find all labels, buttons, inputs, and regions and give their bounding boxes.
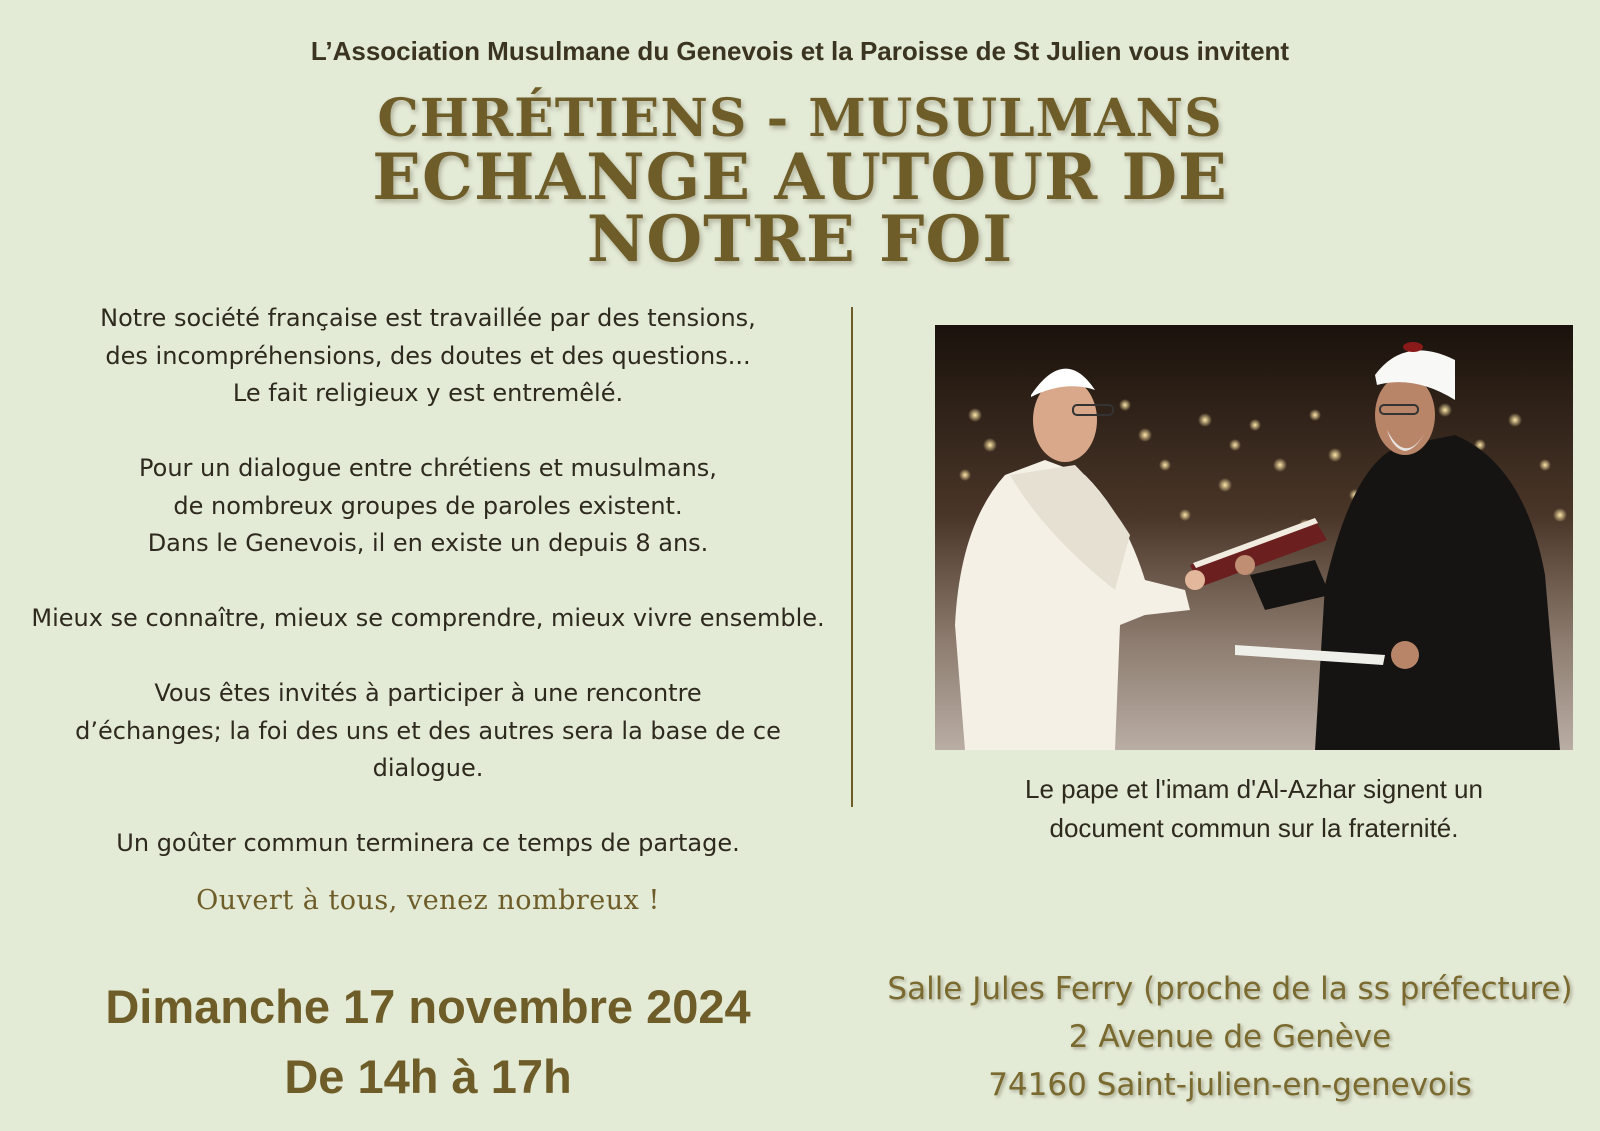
event-date-time <box>12 972 844 1112</box>
paragraph-dialogue <box>12 450 844 563</box>
paragraph-tensions <box>12 300 844 413</box>
venue-city: 74160 Saint-julien-en-genevois <box>988 1067 1472 1103</box>
vertical-divider <box>851 307 853 807</box>
photo-caption <box>935 770 1573 848</box>
body-line: d’échanges; la foi des uns et des autres sera la base de ce <box>75 716 781 745</box>
title-line-3: NOTRE FOI <box>586 202 1014 277</box>
body-text <box>12 300 844 900</box>
venue-street: 2 Avenue de Genève <box>1068 1019 1392 1055</box>
body-line: Mieux se connaître, mieux se comprendre, mieux vivre ensemble. <box>31 604 825 632</box>
body-line: Dans le Genevois, il en existe un depuis 8 ans. <box>147 529 709 557</box>
body-line: Un goûter commun terminera ce temps de partage. <box>116 829 740 857</box>
body-line: Pour un dialogue entre chrétiens et musulmans, <box>139 454 717 482</box>
body-line: Le fait religieux y est entremêlé. <box>232 379 624 407</box>
paragraph-invitation <box>12 675 844 788</box>
event-date: Dimanche 17 novembre 2024 <box>105 980 751 1033</box>
title-line-2: ECHANGE AUTOUR DE <box>372 140 1228 215</box>
paragraph-motto <box>12 600 844 638</box>
signing-photo <box>935 325 1573 750</box>
event-time: De 14h à 17h <box>284 1050 572 1103</box>
event-venue <box>860 965 1600 1109</box>
body-line: des incompréhensions, des doutes et des questions... <box>105 341 751 370</box>
body-line: Vous êtes invités à participer à une rencontre <box>154 679 702 707</box>
organizers-intro: L’Association Musulmane du Genevois et la Paroisse de St Julien vous invitent <box>310 36 1290 66</box>
open-to-all-line: Ouvert à tous, venez nombreux ! <box>196 885 660 916</box>
paragraph-snack <box>12 825 844 863</box>
body-line: de nombreux groupes de paroles existent. <box>173 491 683 520</box>
body-line: Notre société française est travaillée par des tensions, <box>100 304 756 332</box>
caption-line: Le pape et l'imam d'Al-Azhar signent un <box>1025 774 1483 804</box>
venue-name: Salle Jules Ferry (proche de la ss préfecture) <box>887 971 1573 1007</box>
signing-photo-illustration <box>935 325 1573 750</box>
title-line-1: CHRÉTIENS - MUSULMANS <box>377 88 1223 149</box>
body-line: dialogue. <box>372 754 484 782</box>
caption-line: document commun sur la fraternité. <box>1049 813 1459 843</box>
